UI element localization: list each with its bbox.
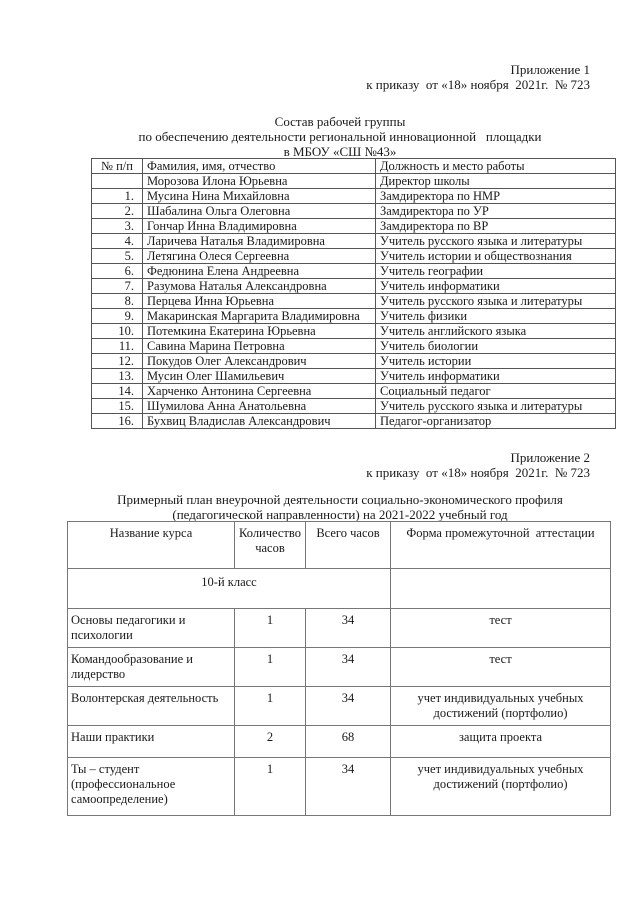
row-number: 6.	[92, 264, 143, 279]
row-form: тест	[391, 609, 611, 648]
row-name: Морозова Илона Юрьевна	[143, 174, 376, 189]
activity-plan-table	[67, 521, 611, 816]
row-name: Федюнина Елена Андреевна	[143, 264, 376, 279]
row-name: Макаринская Маргарита Владимировна	[143, 309, 376, 324]
row-course: Наши практики	[68, 726, 235, 758]
appendix-2-order: к приказу от «18» ноября 2021г. № 723	[366, 465, 590, 480]
row-form: тест	[391, 648, 611, 687]
appendix-1-header	[366, 62, 590, 92]
row-course: Командообразование и лидерство	[68, 648, 235, 687]
row-hours: 1	[235, 687, 306, 726]
row-position: Учитель информатики	[376, 369, 616, 384]
row-number: 11.	[92, 339, 143, 354]
row-number: 15.	[92, 399, 143, 414]
table-row	[68, 648, 611, 687]
row-total: 34	[306, 648, 391, 687]
column-header-course: Название курса	[68, 522, 235, 569]
table-header-row	[92, 159, 616, 174]
row-position: Учитель физики	[376, 309, 616, 324]
column-header-hours: Количество часов	[235, 522, 306, 569]
row-name: Мусина Нина Михайловна	[143, 189, 376, 204]
row-name: Разумова Наталья Александровна	[143, 279, 376, 294]
appendix-2-header	[366, 450, 590, 480]
row-number: 12.	[92, 354, 143, 369]
row-name: Бухвиц Владислав Александрович	[143, 414, 376, 429]
column-header-position: Должность и место работы	[376, 159, 616, 174]
row-hours: 1	[235, 648, 306, 687]
row-position: Замдиректора по ВР	[376, 219, 616, 234]
plan-title-line-2: (педагогической направленности) на 2021-2022 учебный год	[172, 507, 508, 522]
table-row	[92, 309, 616, 324]
table-row	[68, 609, 611, 648]
column-header-name: Фамилия, имя, отчество	[143, 159, 376, 174]
row-number	[92, 174, 143, 189]
table-row	[68, 726, 611, 758]
table-row	[92, 384, 616, 399]
column-header-total: Всего часов	[306, 522, 391, 569]
row-position: Учитель русского языка и литературы	[376, 399, 616, 414]
row-hours: 1	[235, 758, 306, 816]
row-number: 13.	[92, 369, 143, 384]
table-row	[92, 294, 616, 309]
row-position: Учитель биологии	[376, 339, 616, 354]
row-course: Ты – студент (профессиональное самоопределение)	[68, 758, 235, 816]
working-group-table	[91, 158, 616, 429]
appendix-2-title: Приложение 2	[510, 450, 590, 465]
row-name: Шумилова Анна Анатольевна	[143, 399, 376, 414]
row-name: Покудов Олег Александрович	[143, 354, 376, 369]
row-number: 14.	[92, 384, 143, 399]
appendix-1-title: Приложение 1	[510, 62, 590, 77]
table-row	[92, 234, 616, 249]
row-position: Учитель истории и обществознания	[376, 249, 616, 264]
row-name: Летягина Олеся Сергеевна	[143, 249, 376, 264]
row-form: защита проекта	[391, 726, 611, 758]
column-header-number: № п/п	[92, 159, 143, 174]
table-row	[68, 758, 611, 816]
table-row	[92, 189, 616, 204]
row-name: Гончар Инна Владимировна	[143, 219, 376, 234]
class-label: 10-й класс	[68, 569, 391, 609]
row-number: 16.	[92, 414, 143, 429]
row-total: 68	[306, 726, 391, 758]
table-row	[92, 174, 616, 189]
row-position: Учитель русского языка и литературы	[376, 294, 616, 309]
row-total: 34	[306, 687, 391, 726]
row-course: Волонтерская деятельность	[68, 687, 235, 726]
row-name: Мусин Олег Шамильевич	[143, 369, 376, 384]
row-position: Директор школы	[376, 174, 616, 189]
row-number: 3.	[92, 219, 143, 234]
row-number: 5.	[92, 249, 143, 264]
row-name: Шабалина Ольга Олеговна	[143, 204, 376, 219]
title-line-1: Состав рабочей группы	[274, 114, 406, 129]
table-row	[92, 339, 616, 354]
table-row	[92, 249, 616, 264]
table-row	[68, 687, 611, 726]
row-name: Перцева Инна Юрьевна	[143, 294, 376, 309]
row-total: 34	[306, 758, 391, 816]
row-form: учет индивидуальных учебных достижений (портфолио)	[391, 758, 611, 816]
row-form: учет индивидуальных учебных достижений (портфолио)	[391, 687, 611, 726]
class-row	[68, 569, 611, 609]
row-number: 10.	[92, 324, 143, 339]
table-row	[92, 369, 616, 384]
row-position: Учитель русского языка и литературы	[376, 234, 616, 249]
row-hours: 2	[235, 726, 306, 758]
row-position: Социальный педагог	[376, 384, 616, 399]
row-name: Ларичева Наталья Владимировна	[143, 234, 376, 249]
title-line-3: в МБОУ «СШ №43»	[283, 144, 397, 159]
table-row	[92, 219, 616, 234]
row-number: 8.	[92, 294, 143, 309]
row-position: Учитель английского языка	[376, 324, 616, 339]
row-name: Потемкина Екатерина Юрьевна	[143, 324, 376, 339]
row-position: Учитель информатики	[376, 279, 616, 294]
class-row-empty	[391, 569, 611, 609]
table-row	[92, 414, 616, 429]
table-row	[92, 354, 616, 369]
table-row	[92, 324, 616, 339]
row-number: 2.	[92, 204, 143, 219]
row-name: Харченко Антонина Сергеевна	[143, 384, 376, 399]
activity-plan-title	[0, 492, 636, 522]
table-header-row	[68, 522, 611, 569]
row-number: 1.	[92, 189, 143, 204]
table-row	[92, 204, 616, 219]
row-number: 4.	[92, 234, 143, 249]
row-number: 9.	[92, 309, 143, 324]
row-position: Педагог-организатор	[376, 414, 616, 429]
row-position: Учитель истории	[376, 354, 616, 369]
working-group-title	[0, 114, 636, 159]
row-position: Замдиректора по УР	[376, 204, 616, 219]
row-position: Учитель географии	[376, 264, 616, 279]
row-course: Основы педагогики и психологии	[68, 609, 235, 648]
row-position: Замдиректора по НМР	[376, 189, 616, 204]
row-hours: 1	[235, 609, 306, 648]
row-total: 34	[306, 609, 391, 648]
plan-title-line-1: Примерный план внеурочной деятельности социально-экономического профиля	[117, 492, 563, 507]
column-header-form: Форма промежуточной аттестации	[391, 522, 611, 569]
row-number: 7.	[92, 279, 143, 294]
table-row	[92, 399, 616, 414]
title-line-2: по обеспечению деятельности региональной инновационной площадки	[138, 129, 542, 144]
table-row	[92, 264, 616, 279]
appendix-1-order: к приказу от «18» ноября 2021г. № 723	[366, 77, 590, 92]
table-row	[92, 279, 616, 294]
row-name: Савина Марина Петровна	[143, 339, 376, 354]
